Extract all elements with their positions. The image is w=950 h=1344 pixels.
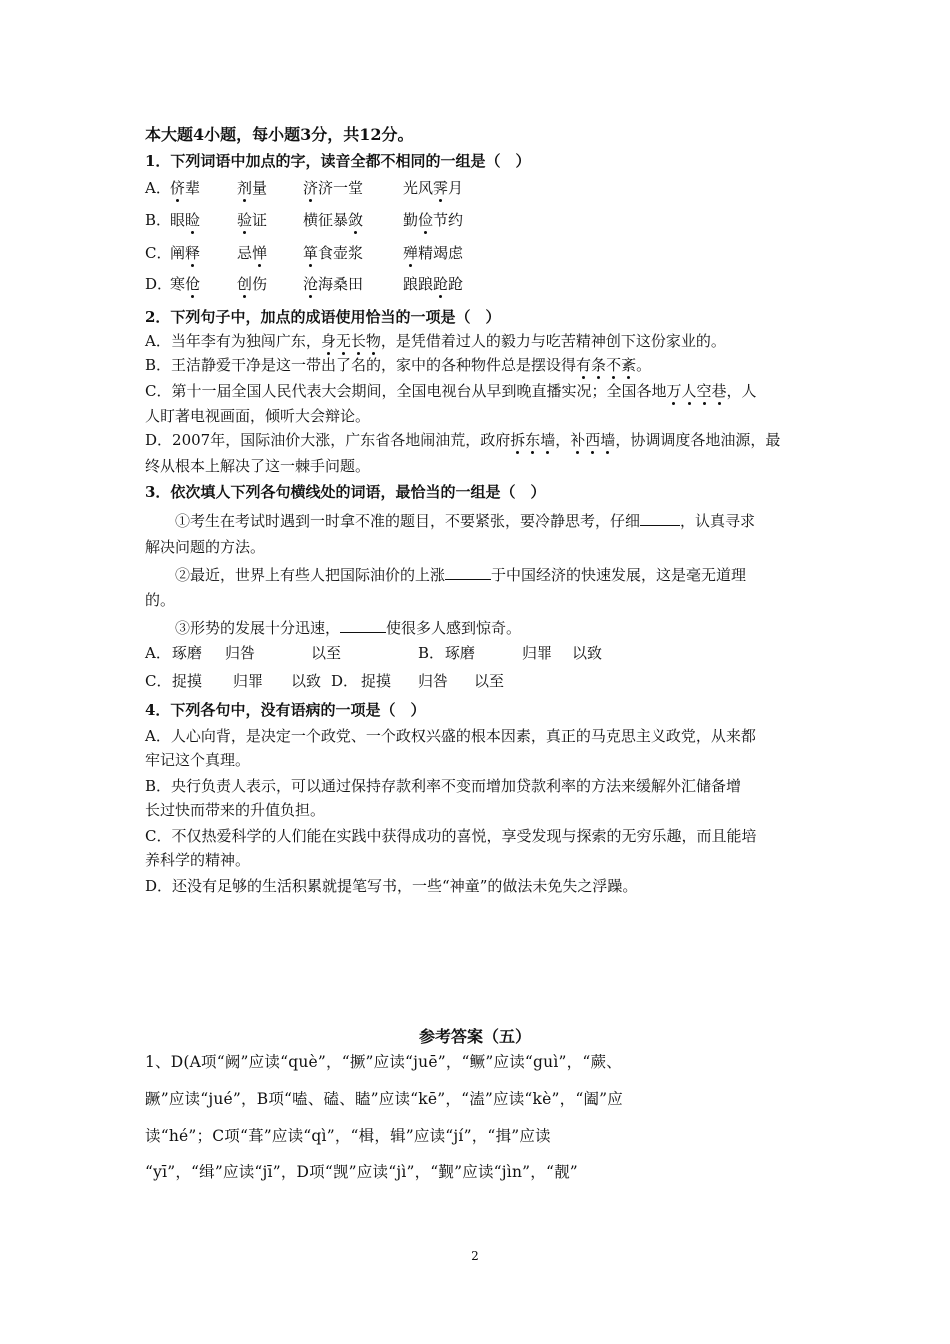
q4-line: 牢记这个真理。 bbox=[145, 751, 251, 769]
answer-title: 参考答案（五） bbox=[418, 1027, 531, 1046]
q3-sentence-3: ③形势的发展十分迅速， 使很多人感到惊奇。 bbox=[175, 619, 522, 637]
dotted-char: 箪 bbox=[303, 244, 319, 262]
q4-line: B．央行负责人表示，可以通过保持存款利率不变而增加贷款利率的方法来缓解外汇储备增 bbox=[145, 777, 742, 795]
option-word: 沧海桑田 bbox=[303, 275, 364, 293]
option-word: 横征暴敛 bbox=[303, 211, 364, 229]
option-label: D． bbox=[331, 672, 359, 690]
dotted-char: 人 bbox=[681, 382, 697, 400]
dotted-char: 紊 bbox=[621, 356, 637, 374]
option-word: 箪食壶浆 bbox=[303, 244, 364, 262]
q4-line: 长过快而带来的升值负担。 bbox=[145, 801, 326, 819]
option-word: 眼睑 bbox=[170, 211, 201, 229]
option-word: 以致 bbox=[572, 644, 603, 662]
q2-stem: 2．下列句子中，加点的成语使用恰当的一项是（ ） bbox=[145, 308, 501, 326]
q3-sentence-1-cont: 解决问题的方法。 bbox=[145, 538, 266, 556]
dotted-char: 创 bbox=[237, 275, 253, 293]
q3-sentence-1: ①考生在考试时遇到一时拿不准的题目，不要紧张，要冷静思考，仔细 ，认真寻求 bbox=[175, 512, 756, 530]
dotted-char: 济 bbox=[303, 179, 319, 197]
option-word: 捉摸 bbox=[361, 672, 392, 690]
dotted-char: 墙 bbox=[540, 431, 556, 449]
dotted-char: 补 bbox=[570, 431, 586, 449]
dotted-char: 无 bbox=[335, 332, 351, 350]
q4-stem: 4．下列各句中，没有语病的一项是（ ） bbox=[145, 701, 426, 719]
dotted-idiom bbox=[576, 356, 636, 374]
option-word: 归咎 bbox=[225, 644, 256, 662]
dotted-char: 睑 bbox=[185, 211, 201, 229]
option-word: 琢磨 bbox=[445, 644, 476, 662]
dotted-char: 俭 bbox=[418, 211, 434, 229]
dotted-char: 拆 bbox=[510, 431, 526, 449]
dotted-char: 释 bbox=[185, 244, 201, 262]
option-word: 阐释 bbox=[170, 244, 201, 262]
dotted-char: 惮 bbox=[252, 244, 268, 262]
q2-line: 终从根本上解决了这一棘手问题。 bbox=[145, 457, 371, 475]
dotted-char: 不 bbox=[606, 356, 622, 374]
dotted-char: 长 bbox=[350, 332, 366, 350]
option-label: C． bbox=[145, 244, 172, 262]
dotted-char: 西 bbox=[585, 431, 601, 449]
option-word: 忌惮 bbox=[237, 244, 268, 262]
q3-stem: 3．依次填人下列各句横线处的词语，最恰当的一组是（ ） bbox=[145, 483, 546, 501]
option-word: 归罪 bbox=[522, 644, 553, 662]
q2-line: D．2007年，国际油价大涨，广东省各地闹油荒，政府拆东墙，补西墙，协调调度各地油源，最 bbox=[145, 431, 781, 449]
dotted-char: 侪 bbox=[170, 179, 186, 197]
dotted-char: 墙 bbox=[600, 431, 616, 449]
dotted-char: 沧 bbox=[303, 275, 319, 293]
option-label: D． bbox=[145, 275, 173, 293]
option-word: 归罪 bbox=[233, 672, 264, 690]
option-word: 殚精竭虑 bbox=[403, 244, 464, 262]
q4-line: 养科学的精神。 bbox=[145, 851, 251, 869]
dotted-idiom bbox=[321, 332, 381, 350]
dotted-char: 跄 bbox=[433, 275, 449, 293]
q4-line: C．不仅热爱科学的人们能在实践中获得成功的喜悦，享受发现与探索的无穷乐趣，而且能培 bbox=[145, 827, 757, 845]
page-number: 2 bbox=[471, 1249, 479, 1263]
q4-line: D．还没有足够的生活积累就提笔写书，一些“神童”的做法未免失之浮躁。 bbox=[145, 877, 638, 895]
option-label: B． bbox=[418, 644, 445, 662]
q2-line: C．第十一届全国人民代表大会期间，全国电视台从早到晚直播实况；全国各地万人空巷，人 bbox=[145, 382, 757, 400]
dotted-char: 万 bbox=[666, 382, 682, 400]
blank-3 bbox=[340, 618, 386, 633]
dotted-char: 有 bbox=[576, 356, 592, 374]
option-label: C． bbox=[145, 672, 172, 690]
q2-line: A．当年李有为独闯广东，身无长物，是凭借着过人的毅力与吃苦精神创下这份家业的。 bbox=[145, 332, 726, 350]
option-word: 琢磨 bbox=[172, 644, 203, 662]
dotted-idiom bbox=[666, 382, 726, 400]
option-word: 剂量 bbox=[237, 179, 268, 197]
dotted-char: 伧 bbox=[185, 275, 201, 293]
dotted-char: 巷 bbox=[711, 382, 727, 400]
dotted-char: 殚 bbox=[403, 244, 419, 262]
option-label: A． bbox=[145, 644, 171, 662]
option-word: 以至 bbox=[311, 644, 342, 662]
dotted-char: 身 bbox=[320, 332, 336, 350]
answer-line: 读“hé”；C项“葺”应读“qì”，“楫，辑”应读“jí”，“揖”应读 bbox=[145, 1127, 551, 1145]
option-word: 创伤 bbox=[237, 275, 268, 293]
section-intro: 本大题4小题，每小题3分，共12分。 bbox=[145, 125, 414, 144]
q3-sentence-2-cont: 的。 bbox=[145, 591, 176, 609]
answer-line: 蹶”应读“jué”，B项“嗑、磕、瞌”应读“kē”，“溘”应读“kè”，“阖”应 bbox=[145, 1090, 623, 1108]
option-word: 踉踉跄跄 bbox=[403, 275, 464, 293]
dotted-char: 敛 bbox=[348, 211, 364, 229]
blank-1 bbox=[640, 511, 680, 526]
dotted-char: 东 bbox=[525, 431, 541, 449]
option-word: 验证 bbox=[237, 211, 268, 229]
q2-line: B．王洁静爱干净是这一带出了名的，家中的各种物件总是摆设得有条不紊。 bbox=[145, 356, 652, 374]
option-word: 归咎 bbox=[418, 672, 449, 690]
answer-line: “yī”，“缉”应读“jī”，D项“觊”应读“jì”，“觐”应读“jìn”，“靓” bbox=[145, 1163, 578, 1181]
dotted-char: 空 bbox=[696, 382, 712, 400]
option-label: B． bbox=[145, 211, 172, 229]
option-word: 济济一堂 bbox=[303, 179, 364, 197]
option-word: 以至 bbox=[474, 672, 505, 690]
dotted-char: 霁 bbox=[433, 179, 449, 197]
option-word: 捉摸 bbox=[172, 672, 203, 690]
q1-stem: 1．下列词语中加点的字，读音全都不相同的一组是（ ） bbox=[145, 152, 531, 170]
dotted-char: 剂 bbox=[237, 179, 253, 197]
dotted-idiom: 拆东墙，补西墙 bbox=[510, 431, 616, 449]
option-word: 以致 bbox=[291, 672, 322, 690]
answer-line: 1、D(A项“阙”应读“què”，“撅”应读“juē”，“鳜”应读“guì”，“蕨、 bbox=[145, 1053, 622, 1071]
dotted-char: 物 bbox=[365, 332, 381, 350]
blank-2 bbox=[445, 565, 491, 580]
q2-line: 人盯著电视画面，倾听大会辩论。 bbox=[145, 407, 371, 425]
option-label: A． bbox=[145, 179, 171, 197]
q4-line: A．人心向背，是决定一个政党、一个政权兴盛的根本因素，真正的马克思主义政党，从来都 bbox=[145, 727, 756, 745]
dotted-char: 条 bbox=[591, 356, 607, 374]
q3-sentence-2: ②最近，世界上有些人把国际油价的上涨 于中国经济的快速发展，这是毫无道理 bbox=[175, 566, 747, 584]
option-word: 光风霁月 bbox=[403, 179, 464, 197]
option-word: 侪辈 bbox=[170, 179, 201, 197]
option-word: 寒伧 bbox=[170, 275, 201, 293]
dotted-char: 验 bbox=[237, 211, 253, 229]
option-word: 勤俭节约 bbox=[403, 211, 464, 229]
